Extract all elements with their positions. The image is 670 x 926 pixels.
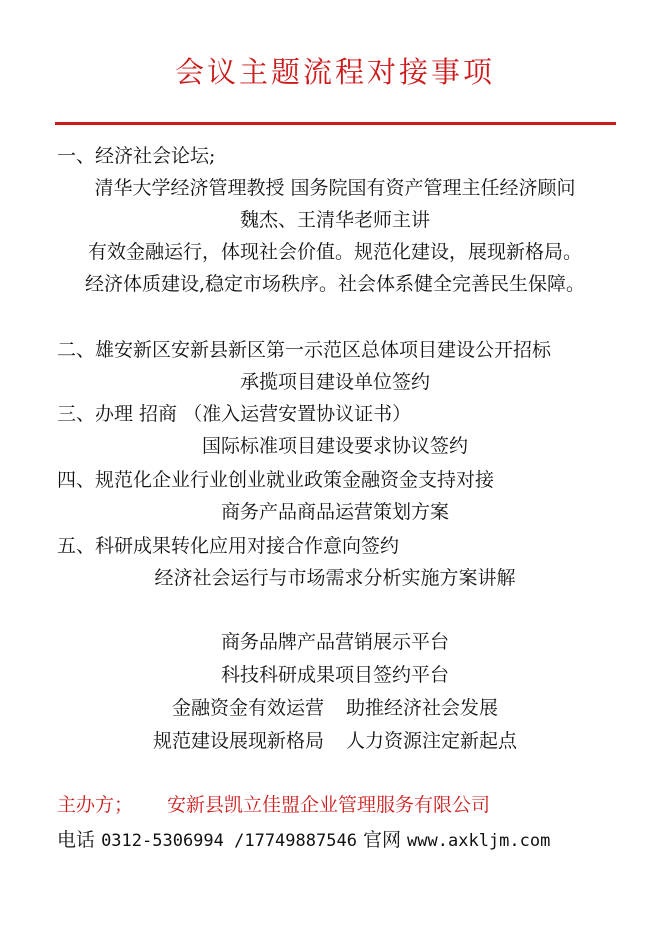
platform-line-4: [0, 727, 670, 755]
phone-numbers: 0312-5306994 /17749887546: [101, 831, 357, 851]
platform-line-4b: 人力资源注定新起点: [346, 730, 518, 752]
section-3-line-2: 国际标准项目建设要求协议签约: [201, 435, 468, 457]
section-4-line-2: 商务产品商品运营策划方案: [220, 501, 449, 523]
organizer-name: 安新县凯立佳盟企业管理服务有限公司: [167, 794, 491, 816]
section-1-line-1: 清华大学经济管理教授 国务院国有资产管理主任经济顾问: [94, 177, 576, 199]
platform-line-4a: 规范建设展现新格局: [152, 730, 324, 752]
title-divider: [55, 122, 616, 125]
website-label: 官网: [362, 829, 401, 851]
website-link[interactable]: www.axkljm.com: [407, 831, 551, 851]
phone-label: 电话: [57, 829, 96, 851]
platform-line-1: 商务品牌产品营销展示平台: [220, 631, 449, 653]
section-1-line-2: 魏杰、王清华老师主讲: [239, 209, 430, 231]
contact-line: [57, 826, 550, 855]
section-3-heading: 三、办理 招商 （准入运营安置协议证书）: [57, 403, 412, 425]
section-1-line-4: 经济体质建设,稳定市场秩序。社会体系健全完善民生保障。: [84, 273, 586, 295]
section-2-heading: 二、雄安新区安新县新区第一示范区总体项目建设公开招标: [57, 339, 552, 361]
section-1-line-3: 有效金融运行，体现社会价值。规范化建设，展现新格局。: [87, 241, 582, 263]
section-1-heading: 一、经济社会论坛;: [57, 145, 216, 167]
platform-line-3a: 金融资金有效运营: [171, 697, 324, 719]
platform-line-3b: 助推经济社会发展: [346, 697, 499, 719]
organizer-label: 主办方；: [57, 794, 134, 816]
platform-line-2: 科技科研成果项目签约平台: [220, 664, 449, 686]
section-5-line-2: 经济社会运行与市场需求分析实施方案讲解: [154, 567, 516, 589]
section-2-line-2: 承揽项目建设单位签约: [239, 371, 430, 393]
section-5-heading: 五、科研成果转化应用对接合作意向签约: [57, 535, 400, 557]
organizer-line: [57, 791, 490, 819]
platform-line-3: [0, 694, 670, 722]
section-4-heading: 四、规范化企业行业创业就业政策金融资金支持对接: [57, 469, 495, 491]
page-title: 会议主题流程对接事项: [174, 55, 495, 89]
